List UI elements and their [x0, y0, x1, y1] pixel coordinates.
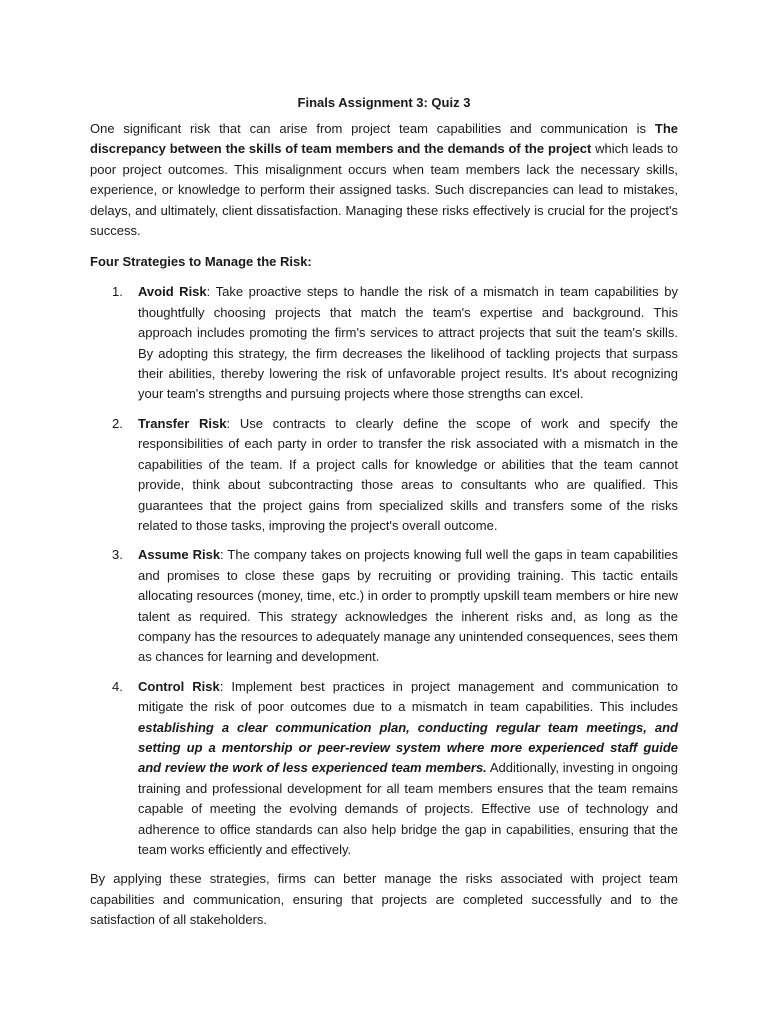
intro-paragraph	[90, 119, 678, 241]
document-page	[90, 93, 678, 931]
strategy-name: Control Risk	[138, 678, 220, 694]
strategy-name: Assume Risk	[138, 547, 221, 563]
strategies-heading: Four Strategies to Manage the Risk:	[90, 254, 312, 270]
strategy-text	[138, 677, 678, 861]
strategy-text	[138, 282, 678, 404]
strategy-text	[138, 545, 678, 667]
strategy-item-assume	[90, 545, 678, 667]
intro-lead: One significant risk that can arise from project team capabilities and communication is	[90, 121, 655, 136]
strategy-description: : Use contracts to clearly define the scope of work and specify the responsibilities of each party in order to transfer the risk associated with a mismatch in the capabilities of the team. If a project calls for knowledge or abilities that the team cannot provide, think about subcontracting those areas to consultants who are qualified. This guarantees that the project gains from specialized skills and transfers some of the risks related to those tasks, improving the project's overall outcome.	[138, 415, 679, 533]
strategy-item-control	[90, 677, 678, 861]
list-number: 1.	[112, 284, 123, 300]
strategy-emphasis: establishing a clear communication plan, conducting regular team meetings, and setting up a mentorship or peer-review system where more experienced staff guide and review the work of less experienced team members.	[138, 719, 678, 776]
strategy-name: Avoid Risk	[138, 284, 207, 300]
document-title: Finals Assignment 3: Quiz 3	[297, 95, 471, 110]
strategy-description-continued: Additionally, investing in ongoing training and professional development for all team members ensures that the team remains capable of meeting the evolving demands of projects. Effective use of technology and adherence to office standards can also help bridge the gap in capabilities, ensuring that the team works efficiently and effectively.	[138, 760, 678, 857]
strategies-list	[90, 282, 678, 860]
list-number: 3.	[112, 547, 123, 563]
list-number: 4.	[112, 678, 123, 694]
intro-bold-phrase: The discrepancy between the skills of team members and the demands of the project	[90, 121, 678, 157]
strategy-item-avoid	[90, 282, 678, 404]
strategy-description: : The company takes on projects knowing full well the gaps in team capabilities and promises to close these gaps by recruiting or providing training. This tactic entails allocating resources (money, time, etc.) in order to promptly upskill team members or hire new talent as required. This strategy acknowledges the inherent risks and, as long as the company has the resources to adequately manage any unintended consequences, sees them as chances for learning and development.	[138, 547, 678, 665]
strategy-description: : Take proactive steps to handle the risk of a mismatch in team capabilities by thoughtfully choosing projects that match the team's expertise and background. This approach includes promoting the firm's services to attract projects that suit the team's skills. By adopting this strategy, the firm decreases the likelihood of tackling projects that surpass their abilities, thereby lowering the risk of unfavorable project results. It's about recognizing your team's strengths and pursuing projects where those strengths can excel.	[138, 284, 678, 402]
strategy-text	[138, 414, 678, 536]
conclusion-paragraph: By applying these strategies, firms can better manage the risks associated with project team capabilities and communication, ensuring that projects are completed successfully and to the satisfaction of all stakeholders.	[90, 871, 678, 928]
strategy-name: Transfer Risk	[138, 415, 227, 431]
strategy-item-transfer	[90, 414, 678, 536]
list-number: 2.	[112, 415, 123, 431]
intro-rest: which leads to poor project outcomes. This misalignment occurs when team members lack the necessary skills, experience, or knowledge to perform their assigned tasks. Such discrepancies can lead to mistakes, delays, and ultimately, client dissatisfaction. Managing these risks effectively is crucial for the project's success.	[90, 141, 678, 239]
strategy-description: : Implement best practices in project management and communication to mitigate the risk of poor outcomes due to a mismatch in team capabilities. This includes	[138, 678, 678, 715]
